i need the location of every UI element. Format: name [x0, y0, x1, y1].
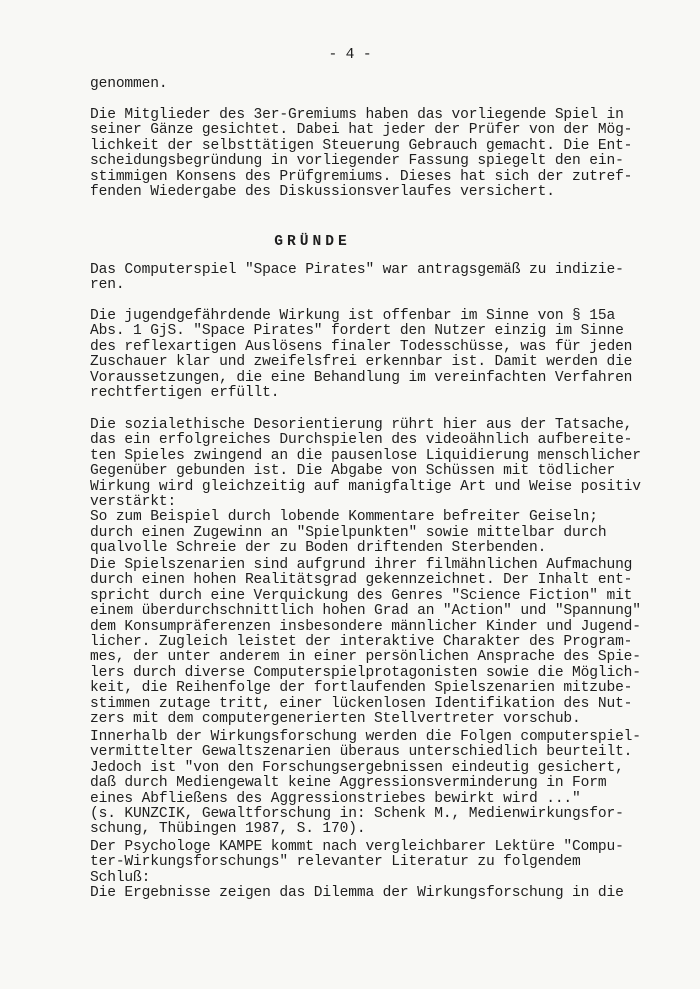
paragraph-psychologist: Der Psychologe KAMPE kommt nach vergleichbarer Lektüre "Compu- ter-Wirkungsforschungs" relevanter Literatur zu folgendem Schluß: Die Ergebnisse zeigen das Dilemma der Wirkungsforschung in die — [90, 839, 624, 902]
paragraph-indexing: Das Computerspiel "Space Pirates" war antragsgemäß zu indizie- ren. — [90, 262, 624, 294]
paragraph-disorientation: Die sozialethische Desorientierung rührt hier aus der Tatsache, das ein erfolgreiches Durchspielen des videoähnlich aufbereite- ten Spieles zwingend an die pausenlose Liquidierung menschlicher Gegenüber gebunden ist. Die Abgabe von Schüssen mit tödlicher Wirkung wird gleichzeitig auf manigfaltige Art und Weise positiv verstärkt: So zum Beispiel durch lobende Kommentare befreiter Geiseln; durch einen Zugewinn an "Spielpunkten" sowie mittelbar durch qualvolle Schreie der zu Boden driftenden Sterbenden. — [90, 417, 641, 557]
paragraph-scenarios: Die Spielszenarien sind aufgrund ihrer filmähnlichen Aufmachung durch einen hohen Realitätsgrad gekennzeichnet. Der Inhalt ent- spricht durch eine Verquickung des Genres "Science Fiction" mit einem überdurchschnittlich hohen Grad an "Action" und "Spannung" dem Konsumpräferenzen insbesondere männlicher Kinder und Jugend- licher. Zugleich leistet der interaktive Charakter des Program- mes, der unter anderem in einer persönlichen Ansprache des Spie- lers durch diverse Computerspielprotagonisten sowie die Möglich- keit, die Reihenfolge der fortlaufenden Spielszenarien mitzube- stimmen zutage tritt, einer lückenlosen Identifikation des Nut- zers mit dem computergenerierten Stellvertreter vorschub. — [90, 557, 641, 728]
paragraph-research: Innerhalb der Wirkungsforschung werden die Folgen computerspiel- vermittelter Gewaltszenarien überaus unterschiedlich beurteilt. Jedoch ist "von den Forschungsergebnissen eindeutig gesichert, daß durch Mediengewalt keine Aggressionsverminderung in Form eines Abfließens des Aggressionstriebes bewirkt wird ..." (s. KUNZCIK, Gewaltforschung in: Schenk M., Medienwirkungsfor- schung, Thübingen 1987, S. 170). — [90, 729, 641, 838]
paragraph-continuation: genommen. — [90, 76, 168, 92]
page-number: - 4 - — [328, 47, 372, 63]
paragraph-committee: Die Mitglieder des 3er-Gremiums haben das vorliegende Spiel in seiner Gänze gesichtet. Dabei hat jeder der Prüfer von der Mög- lichkeit der selbsttätigen Steuerung Gebrauch gemacht. Die Ent- scheidungsbegründung in vorliegender Fassung spiegelt den ein- stimmigen Konsens des Prüfgremiums. Dieses hat sich der zutref- fenden Wiedergabe des Diskussionsverlaufes versichert. — [90, 107, 633, 201]
paragraph-harmful-effect: Die jugendgefährdende Wirkung ist offenbar im Sinne von § 15a Abs. 1 GjS. "Space Pirates" fordert den Nutzer einzig im Sinne des reflexartigen Auslösens finaler Todesschüsse, was für jeden Zuschauer klar und zweifelsfrei erkennbar ist. Damit werden die Voraussetzungen, die eine Behandlung im vereinfachten Verfahren rechtfertigen erfüllt. — [90, 308, 633, 402]
section-heading: GRÜNDE — [274, 234, 351, 250]
